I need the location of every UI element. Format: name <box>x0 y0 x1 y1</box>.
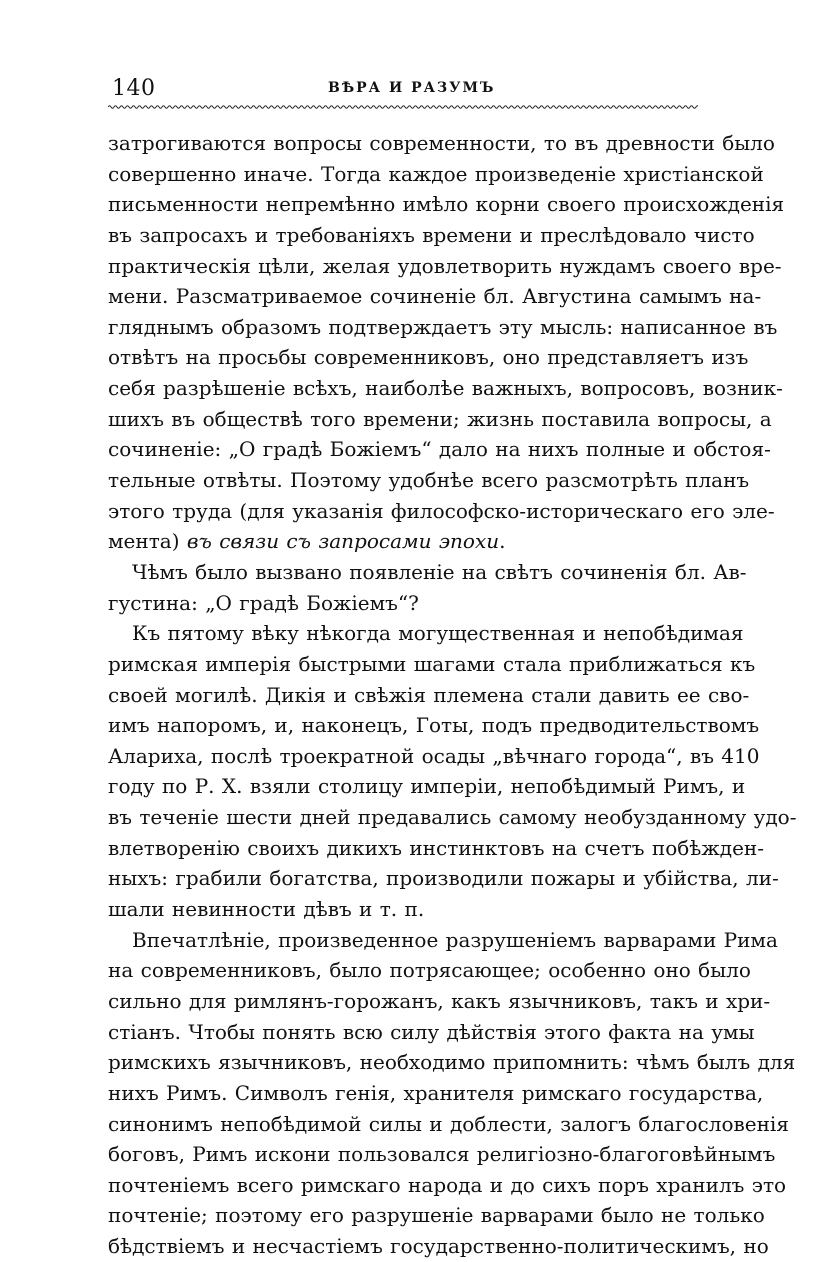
paragraph-1 <box>108 128 785 557</box>
text-line: этого труда (для указанія философско-историческаго его эле- <box>108 498 775 523</box>
text-line: тельные отвѣты. Поэтому удобнѣе всего разсмотрѣть планъ <box>108 468 750 493</box>
text-line: сильно для римлянъ-горожанъ, какъ язычниковъ, такъ и хри- <box>108 988 771 1013</box>
text-line: ныхъ: грабили богатства, производили пожары и убійства, ли- <box>108 866 779 891</box>
text-line: совершенно иначе. Тогда каждое произведеніе христіанской <box>108 161 764 186</box>
text-line: римскихъ язычниковъ, необходимо припомнить: чѣмъ былъ для <box>108 1050 796 1075</box>
text-line: въ теченіе шести дней предавались самому необузданному удо- <box>108 805 797 830</box>
text-line: затрогиваются вопросы современности, то въ древности было <box>108 131 775 155</box>
text-line: году по Р. Х. взяли столицу имперіи, непобѣдимый Римъ, и <box>108 774 746 799</box>
text-line: гляднымъ образомъ подтверждаетъ эту мысль: написанное въ <box>108 314 778 339</box>
text-line: сочиненіе: „О градѣ Божіемъ“ дало на нихъ полные и обстоя- <box>108 437 771 462</box>
text-line: почтеніе; поэтому его разрушеніе варварами было не только <box>108 1203 765 1228</box>
text-fragment: . <box>499 529 506 554</box>
text-line: влетворенію своихъ дикихъ инстинктовъ на счетъ побѣжден- <box>108 835 764 860</box>
text-line: отвѣтъ на просьбы современниковъ, оно представляетъ изъ <box>108 345 749 370</box>
running-title: ВѢРА И РАЗУМЪ <box>328 80 496 96</box>
text-line: себя разрѣшеніе всѣхъ, наиболѣе важныхъ, вопросовъ, возник- <box>108 376 783 401</box>
text-line: своей могилѣ. Дикія и свѣжія племена стали давить ее сво- <box>108 682 750 707</box>
body-text <box>108 128 797 1262</box>
text-line: шихъ въ обществѣ того времени; жизнь поставила вопросы, а <box>108 406 772 431</box>
paragraph-4 <box>108 925 796 1262</box>
text-line: шали невинности дѣвъ и т. п. <box>108 897 425 922</box>
text-line: стіанъ. Чтобы понять всю силу дѣйствія этого факта на умы <box>108 1019 755 1044</box>
text-line: густина: „О градѣ Божіемъ“? <box>108 590 419 615</box>
text-line: бѣдствіемъ и несчастіемъ государственно-политическимъ, но <box>108 1234 769 1259</box>
wavy-header-rule <box>108 104 698 110</box>
text-line: мени. Разсматриваемое сочиненіе бл. Августина самымъ на- <box>108 284 762 309</box>
text-line: практическія цѣли, желая удовлетворить нуждамъ своего вре- <box>108 253 782 278</box>
text-fragment: мента) <box>108 529 187 554</box>
paragraph-3 <box>108 618 797 924</box>
text-line <box>108 526 700 557</box>
text-line: Впечатлѣніе, произведенное разрушеніемъ варварами Рима <box>132 927 778 952</box>
text-line: Алариха, послѣ троекратной осады „вѣчнаго города“, въ 410 <box>108 743 760 768</box>
italic-emphasis: въ связи съ запросами эпохи <box>186 529 500 554</box>
page-header <box>108 72 698 106</box>
text-line: въ запросахъ и требованіяхъ времени и преслѣдовало чисто <box>108 222 755 247</box>
page-number: 140 <box>112 76 156 101</box>
text-line: синонимъ непобѣдимой силы и доблести, залогъ благословенія <box>108 1111 789 1136</box>
text-line: на современниковъ, было потрясающее; особенно оно было <box>108 958 751 983</box>
text-line: римская имперія быстрыми шагами стала приближаться къ <box>108 651 756 676</box>
text-line: письменности непремѣнно имѣло корни своего происхожденія <box>108 192 785 217</box>
text-line: почтеніемъ всего римскаго народа и до сихъ поръ хранилъ это <box>108 1172 787 1197</box>
text-line: имъ напоромъ, и, наконецъ, Готы, подъ предводительствомъ <box>108 713 760 738</box>
text-line: боговъ, Римъ искони пользовался религіозно-благоговѣйнымъ <box>108 1142 776 1167</box>
text-line: Къ пятому вѣку нѣкогда могущественная и непобѣдимая <box>132 621 744 646</box>
paragraph-2 <box>108 557 747 618</box>
text-line: Чѣмъ было вызвано появленіе на свѣтъ сочиненія бл. Ав- <box>132 559 747 584</box>
text-line: нихъ Римъ. Символъ генія, хранителя римскаго государства, <box>108 1080 764 1105</box>
